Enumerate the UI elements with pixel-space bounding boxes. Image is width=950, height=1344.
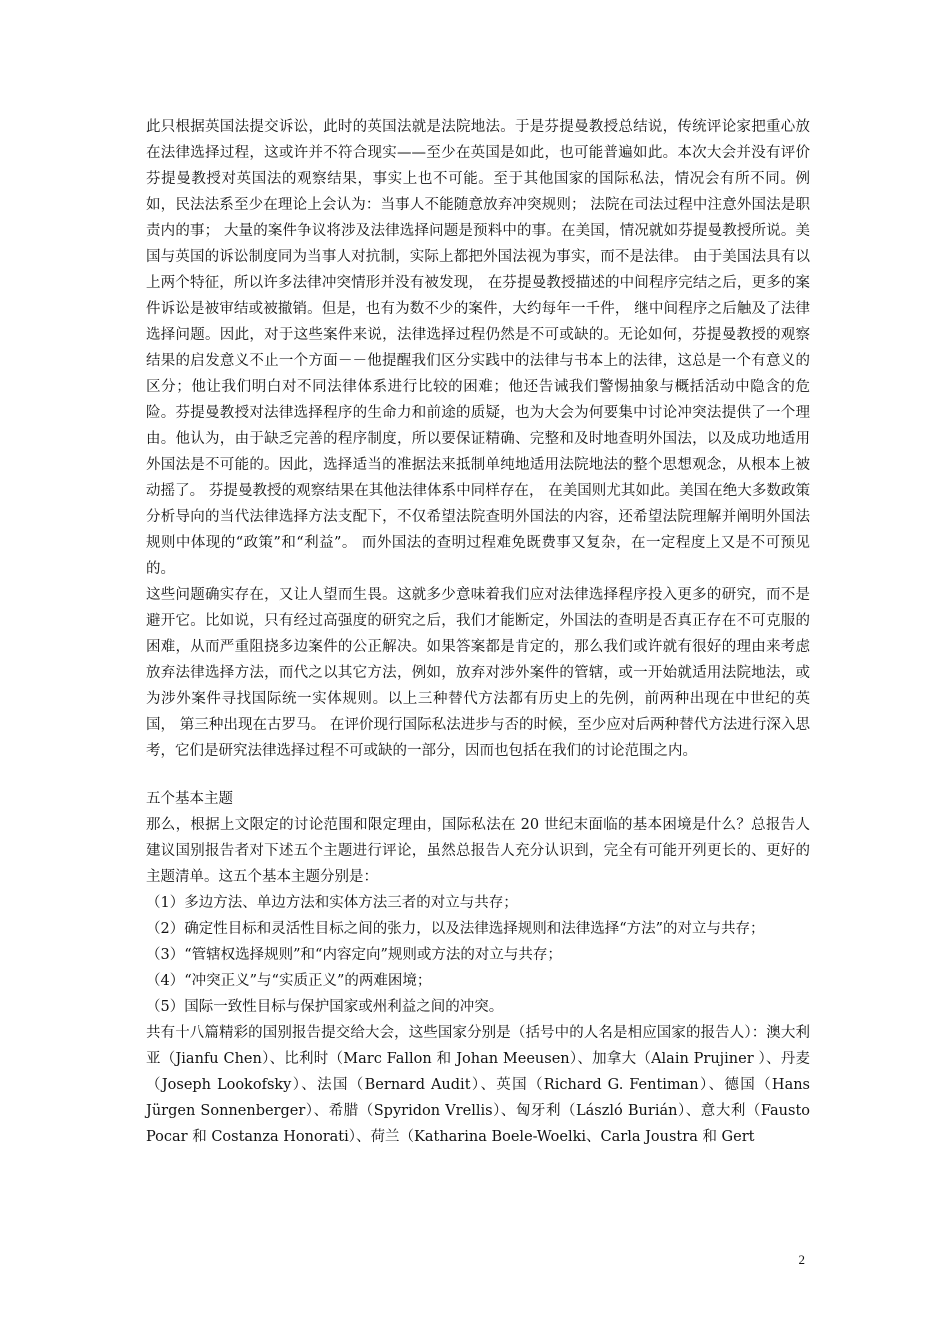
theme-item-5: （5）国际一致性目标与保护国家或州利益之间的冲突。 (146, 999, 504, 1015)
theme-item-1: （1）多边方法、单边方法和实体方法三者的对立与共存； (146, 895, 518, 911)
page-body (146, 114, 810, 1150)
paragraph-1: 此只根据英国法提交诉讼，此时的英国法就是法院地法。于是芬提曼教授总结说，传统评论家把重心放在法律选择过程，这或许并不符合现实——至少在英国是如此，也可能普遍如此。本次大会并没有评价芬提曼教授对英国法的观察结果，事实上也不可能。至于其他国家的国际私法，情况会有所不同。例如，民法法系至少在理论上会认为：当事人不能随意放弃冲突规则； 法院在司法过程中注意外国法是职责内的事； 大量的案件争议将涉及法律选择问题是预料中的事。在美国，情况就如芬提曼教授所说。美国与英国的诉讼制度同为当事人对抗制，实际上都把外国法视为事实，而不是法律。 由于美国法具有以上两个特征，所以许多法律冲突情形并没有被发现， 在芬提曼教授描述的中间程序完结之后，更多的案件诉讼是被审结或被撤销。但是，也有为数不少的案件，大约每年一千件， 继中间程序之后触及了法律选择问题。因此，对于这些案件来说，法律选择过程仍然是不可或缺的。无论如何，芬提曼教授的观察结果的启发意义不止一个方面－－他提醒我们区分实践中的法律与书本上的法律，这总是一个有意义的区分；他让我们明白对不同法律体系进行比较的困难；他还告诫我们警惕抽象与概括活动中隐含的危险。芬提曼教授对法律选择程序的生命力和前途的质疑，也为大会为何要集中讨论冲突法提供了一个理由。他认为，由于缺乏完善的程序制度，所以要保证精确、完整和及时地查明外国法，以及成功地适用外国法是不可能的。因此，选择适当的准据法来抵制单纯地适用法院地法的整个思想观念，从根本上被动摇了。 芬提曼教授的观察结果在其他法律体系中同样存在， 在美国则尤其如此。美国在绝大多数政策分析导向的当代法律选择方法支配下，不仅希望法院查明外国法的内容，还希望法院理解并阐明外国法规则中体现的“政策”和“利益”。 而外国法的查明过程难免既费事又复杂，在一定程度上又是不可预见的。 (146, 119, 810, 577)
theme-item-4: （4）“冲突正义”与“实质正义”的两难困境； (146, 973, 432, 989)
theme-item-3: （3）“管辖权选择规则”和“内容定向”规则或方法的对立与共存； (146, 947, 562, 963)
section-heading: 五个基本主题 (146, 791, 233, 807)
theme-list (146, 890, 810, 1020)
paragraph-2: 这些问题确实存在，又让人望而生畏。这就多少意味着我们应对法律选择程序投入更多的研究，而不是避开它。比如说，只有经过高强度的研究之后，我们才能断定，外国法的查明是否真正存在不可克服的困难，从而严重阻挠多边案件的公正解决。如果答案都是肯定的，那么我们或许就有很好的理由来考虑放弃法律选择方法，而代之以其它方法，例如，放弃对涉外案件的管辖，或一开始就适用法院地法，或为涉外案件寻找国际统一实体规则。以上三种替代方法都有历史上的先例，前两种出现在中世纪的英国， 第三种出现在古罗马。 在评价现行国际私法进步与否的时候，至少应对后两种替代方法进行深入思考，它们是研究法律选择过程不可或缺的一部分，因而也包括在我们的讨论范围之内。 (146, 587, 810, 759)
section-intro: 那么，根据上文限定的讨论范围和限定理由，国际私法在 20 世纪末面临的基本困境是什么？总报告人建议国别报告者对下述五个主题进行评论，虽然总报告人充分认识到，完全有可能开列更长的、更好的主题清单。这五个基本主题分别是： (146, 817, 810, 885)
closing-paragraph: 共有十八篇精彩的国别报告提交给大会，这些国家分别是（括号中的人名是相应国家的报告人）：澳大利亚（Jianfu Chen）、比利时（Marc Fallon 和 Johan Meeusen）、加拿大（Alain Prujiner ）、丹麦（Joseph Lookofsky）、法国（Bernard Audit）、英国（Richard G. Fentiman）、德国（Hans Jürgen Sonnenberger）、希腊（Spyridon Vrellis）、匈牙利（László Burián）、意大利（Fausto Pocar 和 Costanza Honorati）、荷兰（Katharina Boele-Woelki、Carla Joustra 和 Gert (146, 1025, 810, 1145)
theme-item-2: （2）确定性目标和灵活性目标之间的张力，以及法律选择规则和法律选择“方法”的对立与共存； (146, 921, 765, 937)
page-number: 2 (798, 1252, 805, 1267)
